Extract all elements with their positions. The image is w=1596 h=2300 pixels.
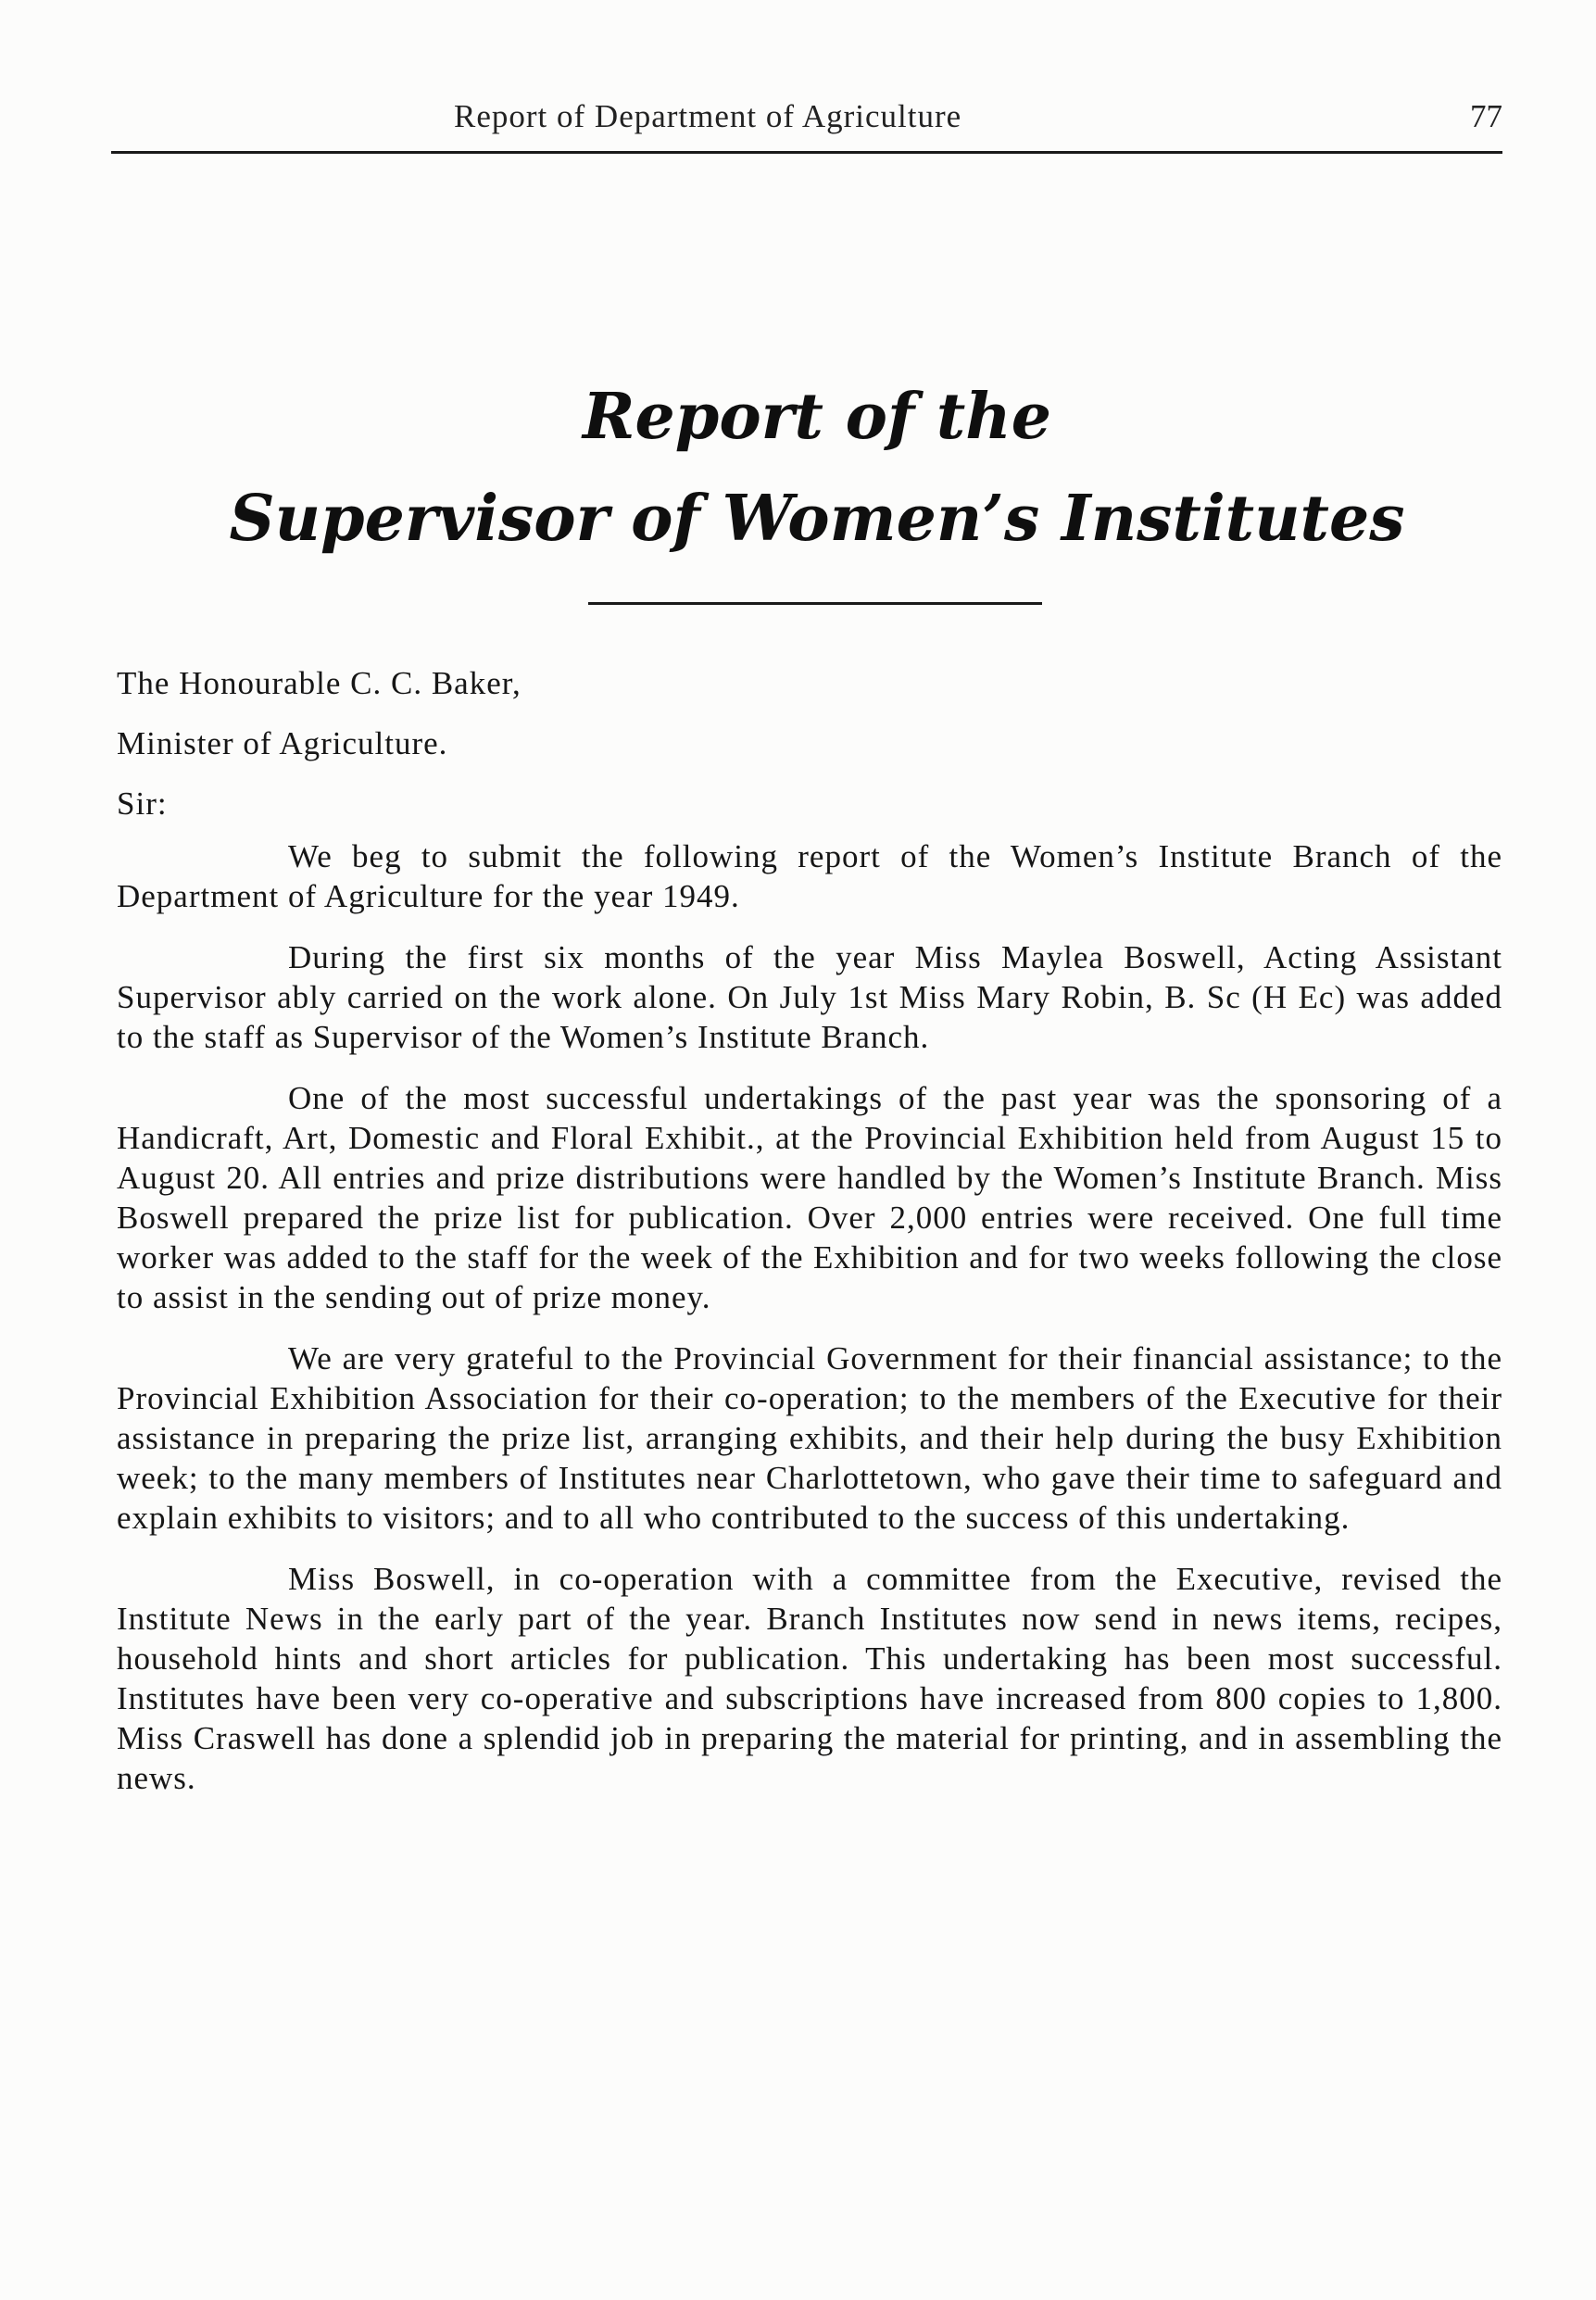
salutation-block (117, 653, 522, 834)
addressee: The Honourable C. C. Baker, (117, 665, 522, 701)
report-body (117, 836, 1502, 1819)
page-number: 77 (1470, 98, 1502, 134)
title-line-2: Supervisor of Women’s Institutes (229, 482, 1405, 556)
paragraph-intro: We beg to submit the following report of the Women’s Institute Branch of the Department of Agriculture for the year 1949. (117, 838, 1502, 914)
paragraph-gratitude: We are very grateful to the Provincial Government for their financial assistance; to the Provincial Exhibition Association for their co-operation; to the members of the Executive for their assistance in preparing the prize list, arranging exhibits, and their help during the busy Exhibition week; to the many members of Institutes near Charlottetown, who gave their time to safeguard and explain exhibits to visitors; and to all who contributed to the success of this undertaking. (117, 1340, 1502, 1536)
title-line-1: Report of the (583, 380, 1051, 454)
greeting: Sir: (117, 786, 168, 822)
running-title: Report of Department of Agriculture (454, 98, 962, 134)
paragraph-institute-news: Miss Boswell, in co-operation with a committee from the Executive, revised the Institute News in the early part of the year. Branch Institutes now send in news items, recipes, household hints and short articles for publication. This undertaking has been most successful. Institutes have been very co-operative and subscriptions have increased from 800 copies to 1,800. Miss Craswell has done a splendid job in preparing the material for printing, and in assembling the news. (117, 1561, 1502, 1796)
title-divider (588, 602, 1042, 605)
paragraph-exhibition: One of the most successful undertakings of the past year was the sponsoring of a Handicraft, Art, Domestic and Floral Exhibit., at the Provincial Exhibition held from August 15 to August 20. All entries and prize distributions were handled by the Women’s Institute Branch. Miss Boswell prepared the prize list for publication. Over 2,000 entries were received. One full time worker was added to the staff for the week of the Exhibition and for two weeks following the close to assist in the sending out of prize money. (117, 1080, 1502, 1315)
header-rule (111, 151, 1502, 154)
paragraph-staff: During the first six months of the year Miss Maylea Boswell, Acting Assistant Supervisor ably carried on the work alone. On July 1st Miss Mary Robin, B. Sc (H Ec) was added to the staff as Supervisor of the Women’s Institute Branch. (117, 939, 1502, 1055)
report-title (111, 366, 1502, 570)
running-header (111, 98, 1502, 150)
addressee-position: Minister of Agriculture. (117, 725, 448, 761)
